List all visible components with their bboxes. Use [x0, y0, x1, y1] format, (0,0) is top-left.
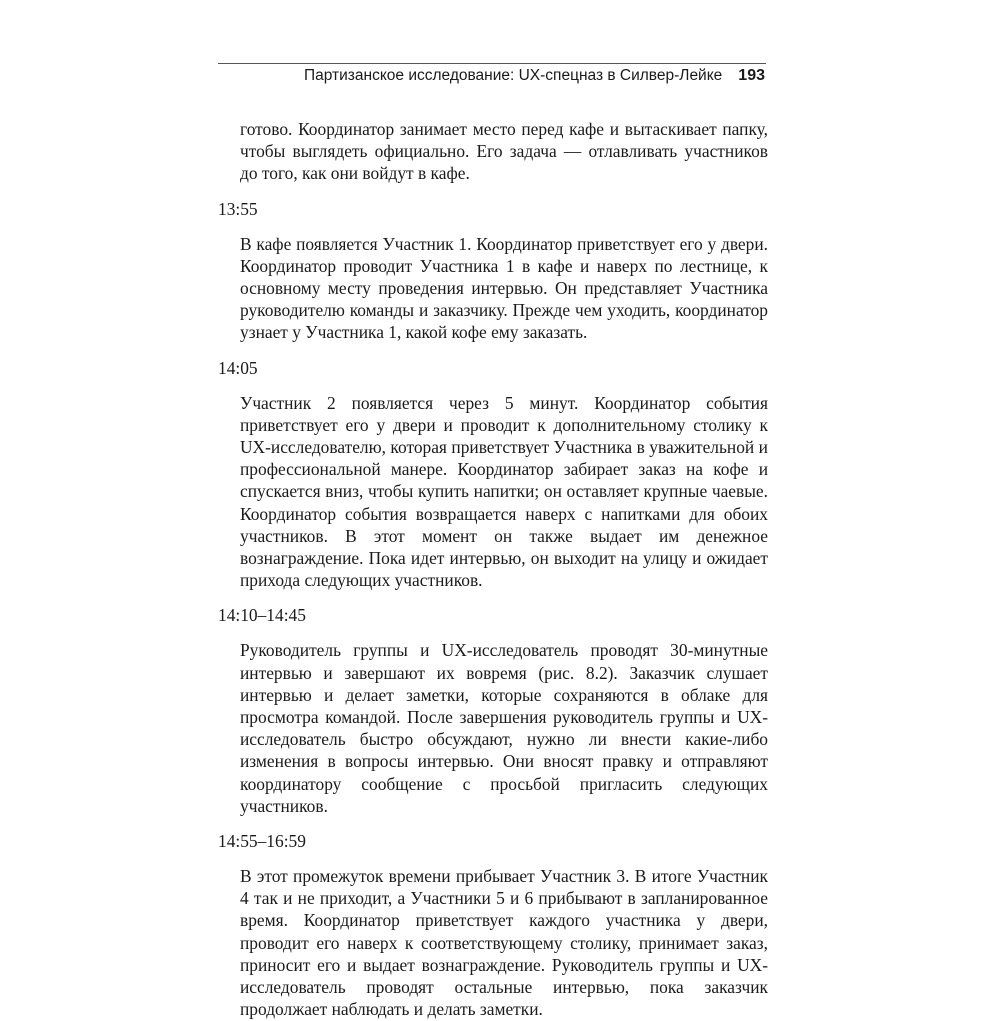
time-heading: 14:10–14:45 — [218, 605, 306, 626]
page-number: 193 — [738, 67, 765, 84]
paragraph: готово. Координатор занимает место перед кафе и вытаскивает папку, чтобы выглядеть официально. Его задача — отлавливать участников до того, как они войдут в кафе. — [240, 119, 768, 184]
paragraph: Руководитель группы и UX-исследователь проводят 30-минутные интервью и завершают их вовремя (рис. 8.2). Заказчик слушает интервью и делает заметки, которые сохраняются в облаке для просмотра командой. После завершения руководитель группы и UX-исследователь быстро обсуждают, нужно ли внести какие-либо изменения в вопросы интервью. Они вносят правку и отправляют координатору сообщение с просьбой пригласить следующих участников. — [240, 640, 768, 816]
header-rule — [218, 63, 766, 64]
paragraph: Участник 2 появляется через 5 минут. Координатор события приветствует его у двери и проводит к дополнительному столику к UX-исследователю, которая приветствует Участника в уважительной и профессиональной манере. Координатор забирает заказ на кофе и спускается вниз, чтобы купить напитки; он оставляет крупные чаевые. Координатор события возвращается наверх с напитками для обоих участников. В этот момент он также выдает им денежное вознаграждение. Пока идет интервью, он выходит на улицу и ожидает прихода следующих участников. — [240, 392, 768, 591]
body-text — [218, 118, 768, 1021]
time-heading: 14:55–16:59 — [218, 831, 306, 852]
running-head — [304, 66, 765, 86]
paragraph: В этот промежуток времени прибывает Участник 3. В итоге Участник 4 так и не приходит, а Участники 5 и 6 прибывают в запланированное время. Координатор приветствует каждого участника у двери, проводит его наверх к соответствующему столику, принимает заказ, приносит его и выдает вознаграждение. Руководитель группы и UX-исследователь проводят остальные интервью, пока заказчик продолжает наблюдать и делать заметки. — [240, 866, 768, 1020]
time-heading: 14:05 — [218, 357, 258, 378]
running-head-title: Партизанское исследование: UX-спецназ в Силвер-Лейке — [304, 67, 723, 84]
paragraph: В кафе появляется Участник 1. Координатор приветствует его у двери. Координатор проводит Участника 1 в кафе и наверх по лестнице, к основному месту проведения интервью. Он представляет Участника руководителю команды и заказчику. Прежде чем уходить, координатор узнает у Участника 1, какой кофе ему заказать. — [240, 233, 768, 343]
time-heading: 13:55 — [218, 198, 258, 219]
